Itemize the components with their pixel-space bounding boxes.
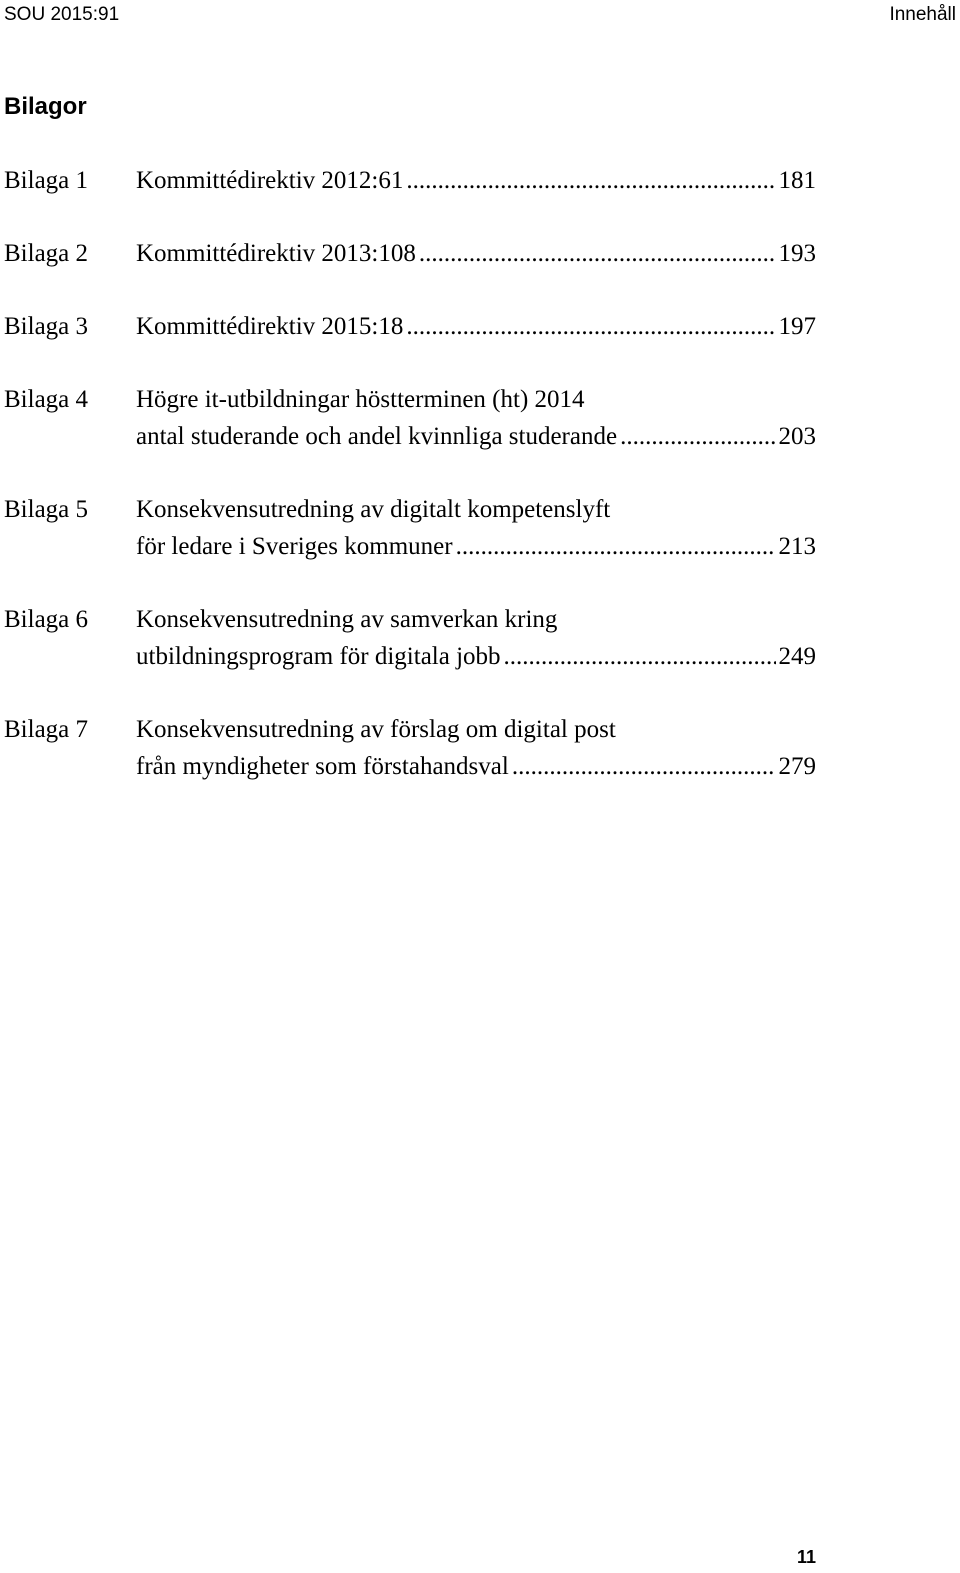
- toc-entry-title-line: Konsekvensutredning av samverkan kring: [136, 606, 558, 633]
- toc-entry-last-line: [136, 528, 816, 565]
- toc-entry[interactable]: [4, 711, 816, 785]
- dot-leader: [456, 528, 776, 565]
- toc-entry-title: [136, 711, 816, 785]
- toc-entry-page: 279: [778, 753, 816, 780]
- toc-entry-title: [136, 601, 816, 675]
- dot-leader: [406, 308, 775, 345]
- section-heading: Bilagor: [4, 93, 87, 120]
- toc-entry-title: [136, 235, 816, 272]
- toc-entry-title-line: för ledare i Sveriges kommuner: [136, 533, 453, 560]
- toc-entry-label: Bilaga 3: [4, 313, 89, 340]
- toc-entry-label: Bilaga 4: [4, 386, 89, 413]
- toc-entry-last-line: [136, 418, 816, 455]
- table-of-contents: [4, 162, 816, 821]
- toc-entry-last-line: [136, 162, 816, 199]
- toc-entry-label: Bilaga 2: [4, 240, 89, 267]
- toc-entry-page: 193: [778, 240, 816, 267]
- toc-entry[interactable]: [4, 491, 816, 565]
- dot-leader: [512, 748, 776, 785]
- toc-entry[interactable]: [4, 235, 816, 272]
- toc-entry-last-line: [136, 748, 816, 785]
- toc-entry[interactable]: [4, 308, 816, 345]
- toc-entry-title: [136, 162, 816, 199]
- toc-entry[interactable]: [4, 601, 816, 675]
- toc-entry-title: [136, 308, 816, 345]
- toc-entry-page: 203: [778, 423, 816, 450]
- toc-entry-title-line: Kommittédirektiv 2013:108: [136, 240, 416, 267]
- toc-entry-title-line: Kommittédirektiv 2015:18: [136, 313, 404, 340]
- toc-entry-label: Bilaga 6: [4, 606, 89, 633]
- report-id: SOU 2015:91: [4, 4, 120, 25]
- running-header: [4, 2, 956, 28]
- toc-entry-title: [136, 381, 816, 455]
- toc-entry-title-line: från myndigheter som förstahandsval: [136, 753, 509, 780]
- toc-entry-title-line: Konsekvensutredning av digitalt kompetenslyft: [136, 496, 611, 523]
- toc-entry[interactable]: [4, 162, 816, 199]
- dot-leader: [406, 162, 775, 199]
- toc-entry-page: 181: [778, 167, 816, 194]
- toc-entry-title-line: Högre it-utbildningar höstterminen (ht) 2014: [136, 386, 585, 413]
- toc-entry-title-line: utbildningsprogram för digitala jobb: [136, 643, 501, 670]
- toc-entry-last-line: [136, 638, 816, 675]
- dot-leader: [504, 638, 776, 675]
- toc-entry-title-line: Konsekvensutredning av förslag om digital post: [136, 716, 616, 743]
- toc-entry-label: Bilaga 5: [4, 496, 89, 523]
- toc-entry[interactable]: [4, 381, 816, 455]
- toc-entry-page: 197: [778, 313, 816, 340]
- toc-entry-last-line: [136, 235, 816, 272]
- section-name: Innehåll: [889, 4, 956, 25]
- toc-entry-page: 249: [778, 643, 816, 670]
- page-number: 11: [796, 1547, 816, 1567]
- toc-entry-title: [136, 491, 816, 565]
- toc-entry-title-line: antal studerande och andel kvinnliga studerande: [136, 423, 618, 450]
- dot-leader: [419, 235, 776, 272]
- dot-leader: [620, 418, 775, 455]
- toc-entry-last-line: [136, 308, 816, 345]
- toc-entry-label: Bilaga 1: [4, 167, 89, 194]
- toc-entry-page: 213: [778, 533, 816, 560]
- toc-entry-title-line: Kommittédirektiv 2012:61: [136, 167, 404, 194]
- toc-entry-label: Bilaga 7: [4, 716, 89, 743]
